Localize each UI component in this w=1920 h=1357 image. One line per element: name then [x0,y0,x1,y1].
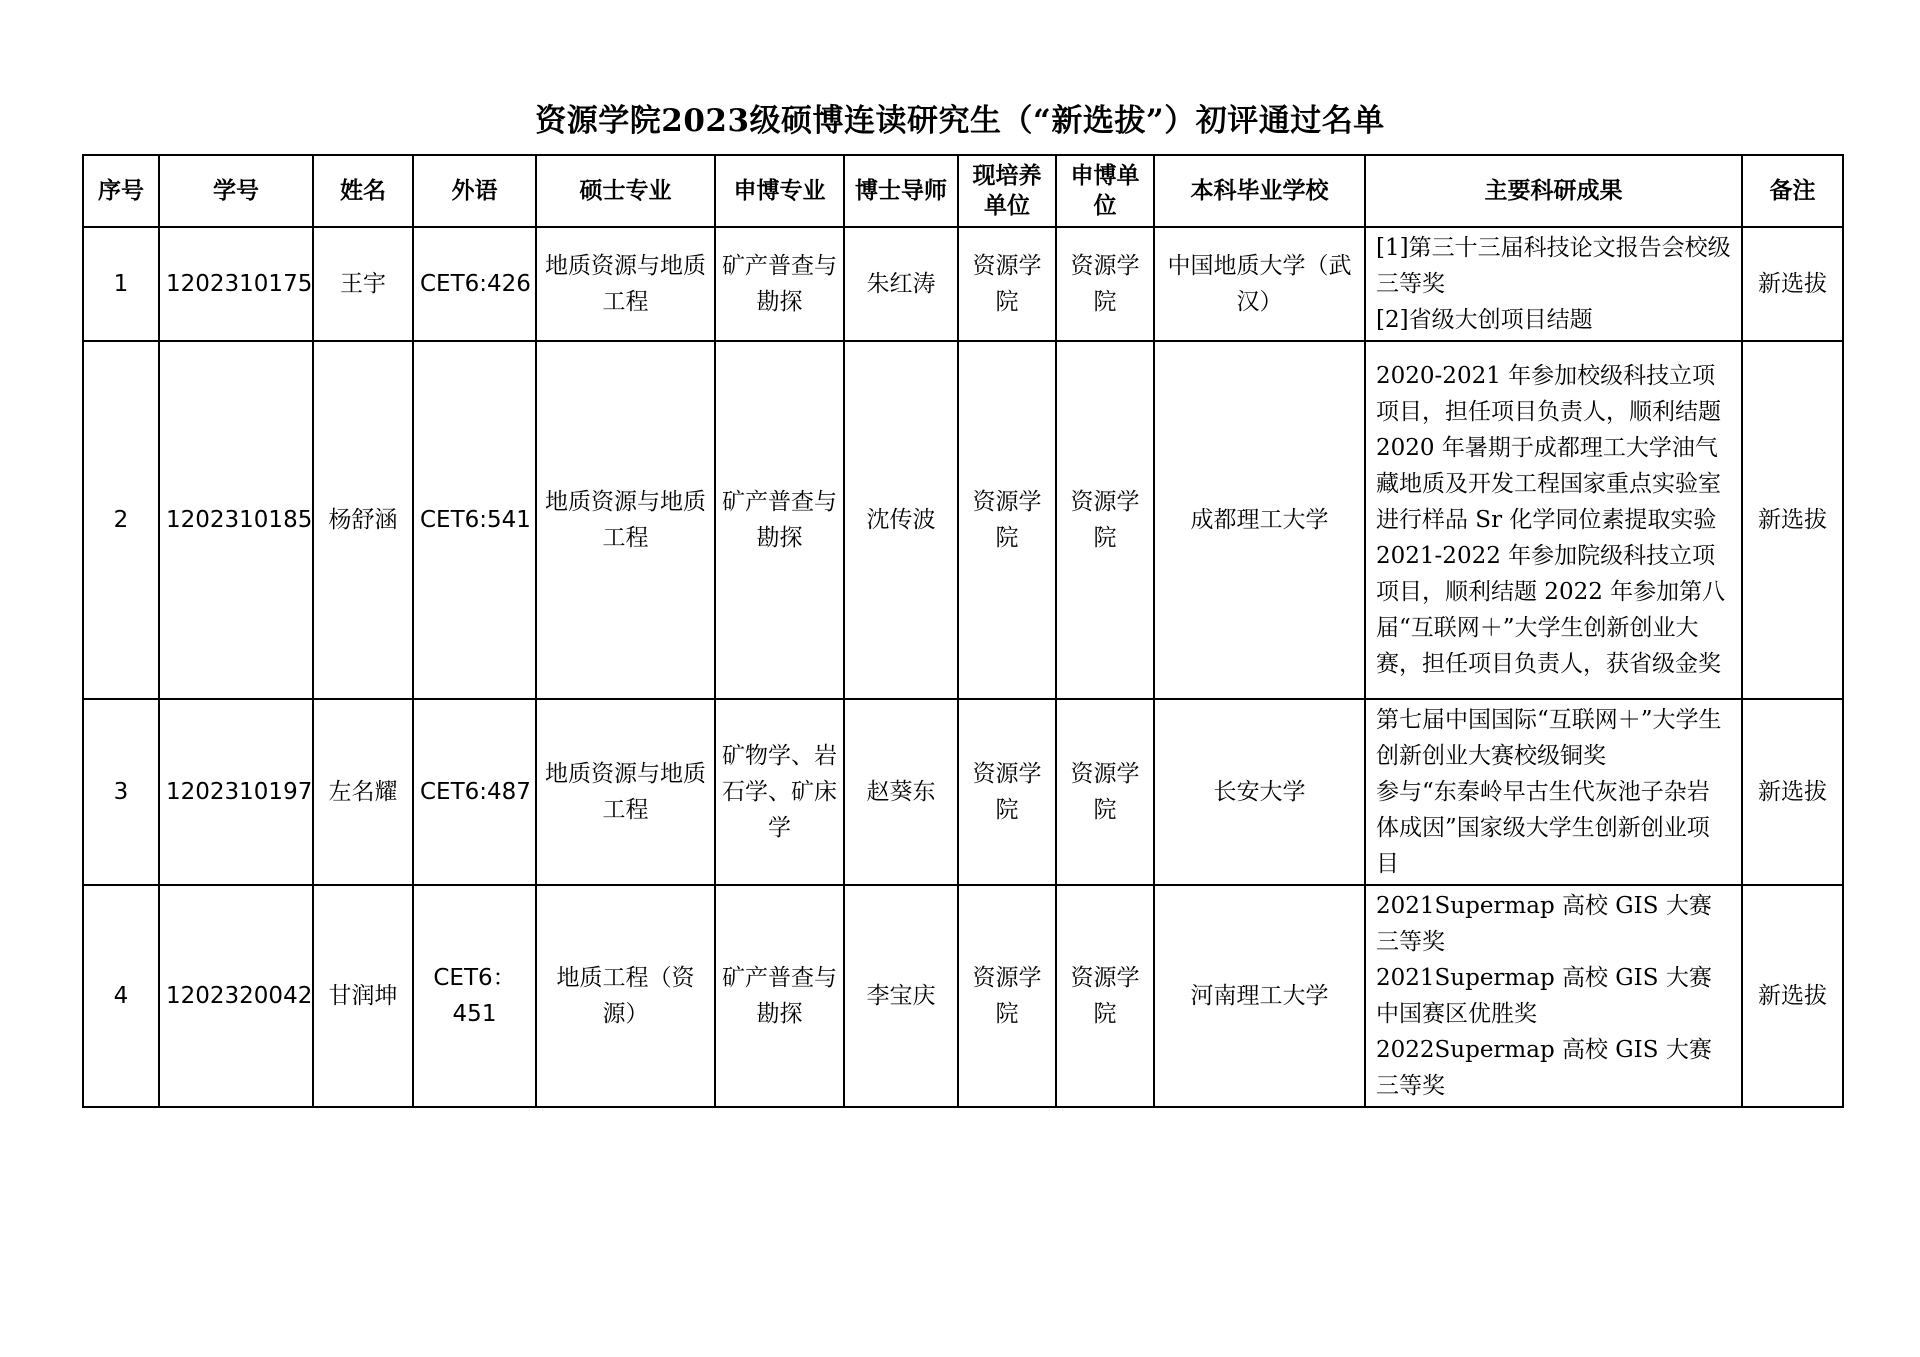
cell-achievements [1365,885,1742,1107]
achievement-item: 2022Supermap 高校 GIS 大赛三等奖 [1376,1037,1712,1099]
cell-undergrad-school: 长安大学 [1154,699,1365,885]
header-phd-unit: 申博单位 [1056,155,1154,227]
cell-master-major: 地质资源与地质工程 [536,341,715,699]
cell-phd-major: 矿产普查与勘探 [715,341,844,699]
cell-name: 甘润坤 [313,885,413,1107]
cell-language: CET6:487 [413,699,536,885]
table-row [83,699,1843,885]
page-title: 资源学院2023级硕博连读研究生（“新选拔”）初评通过名单 [535,103,1385,139]
cell-name: 左名耀 [313,699,413,885]
table-row [83,885,1843,1107]
header-achievements: 主要科研成果 [1365,155,1742,227]
cell-seq: 1 [83,227,159,341]
header-current-unit: 现培养单位 [958,155,1056,227]
header-master-major: 硕士专业 [536,155,715,227]
cell-current-unit: 资源学院 [958,885,1056,1107]
header-seq: 序号 [83,155,159,227]
cell-seq: 2 [83,341,159,699]
cell-phd-supervisor: 朱红涛 [844,227,958,341]
cell-phd-supervisor: 赵葵东 [844,699,958,885]
cell-phd-supervisor: 沈传波 [844,341,958,699]
cell-name: 王宇 [313,227,413,341]
header-name: 姓名 [313,155,413,227]
admission-list-table [82,154,1844,1108]
cell-remark: 新选拔 [1742,885,1843,1107]
header-undergrad-school: 本科毕业学校 [1154,155,1365,227]
cell-language: CET6：451 [413,885,536,1107]
cell-undergrad-school: 成都理工大学 [1154,341,1365,699]
table-row [83,227,1843,341]
cell-language: CET6:541 [413,341,536,699]
cell-master-major: 地质资源与地质工程 [536,227,715,341]
cell-current-unit: 资源学院 [958,341,1056,699]
cell-undergrad-school: 中国地质大学（武汉） [1154,227,1365,341]
achievement-item: [2]省级大创项目结题 [1376,307,1593,333]
cell-phd-unit: 资源学院 [1056,885,1154,1107]
table-row [83,341,1843,699]
cell-remark: 新选拔 [1742,227,1843,341]
achievement-item: 第七届中国国际“互联网＋”大学生创新创业大赛校级铜奖 [1376,707,1722,769]
cell-current-unit: 资源学院 [958,699,1056,885]
cell-phd-major: 矿产普查与勘探 [715,227,844,341]
achievement-item: [1]第三十三届科技论文报告会校级三等奖 [1376,235,1731,297]
cell-phd-unit: 资源学院 [1056,341,1154,699]
cell-achievements [1365,227,1742,341]
cell-achievements [1365,699,1742,885]
cell-phd-unit: 资源学院 [1056,699,1154,885]
cell-seq: 4 [83,885,159,1107]
cell-phd-major: 矿物学、岩石学、矿床学 [715,699,844,885]
achievement-item: 2020-2021 年参加校级科技立项项目，担任项目负责人，顺利结题 2020 年暑期于成都理工大学油气藏地质及开发工程国家重点实验室进行样品 Sr 化学同位素提取实验 2021-2022 年参加院级科技立项项目，顺利结题 2022 年参加第八届“互联网＋”大学生创新创业大赛，担任项目负责人，获省级金奖 [1376,363,1726,677]
cell-undergrad-school: 河南理工大学 [1154,885,1365,1107]
cell-master-major: 地质工程（资源） [536,885,715,1107]
cell-name: 杨舒涵 [313,341,413,699]
header-phd-supervisor: 博士导师 [844,155,958,227]
cell-student-id: 1202310197 [159,699,313,885]
cell-language: CET6:426 [413,227,536,341]
cell-current-unit: 资源学院 [958,227,1056,341]
cell-master-major: 地质资源与地质工程 [536,699,715,885]
achievement-item: 2021Supermap 高校 GIS 大赛三等奖 [1376,893,1712,955]
cell-student-id: 1202310175 [159,227,313,341]
achievement-item: 2021Supermap 高校 GIS 大赛中国赛区优胜奖 [1376,965,1712,1027]
cell-phd-major: 矿产普查与勘探 [715,885,844,1107]
header-remark: 备注 [1742,155,1843,227]
cell-phd-supervisor: 李宝庆 [844,885,958,1107]
cell-achievements [1365,341,1742,699]
cell-remark: 新选拔 [1742,341,1843,699]
achievement-item: 参与“东秦岭早古生代灰池子杂岩体成因”国家级大学生创新创业项目 [1376,779,1710,877]
header-student-id: 学号 [159,155,313,227]
header-language: 外语 [413,155,536,227]
cell-phd-unit: 资源学院 [1056,227,1154,341]
cell-remark: 新选拔 [1742,699,1843,885]
cell-student-id: 1202320042 [159,885,313,1107]
header-phd-major: 申博专业 [715,155,844,227]
cell-student-id: 1202310185 [159,341,313,699]
table-header-row [83,155,1843,227]
cell-seq: 3 [83,699,159,885]
